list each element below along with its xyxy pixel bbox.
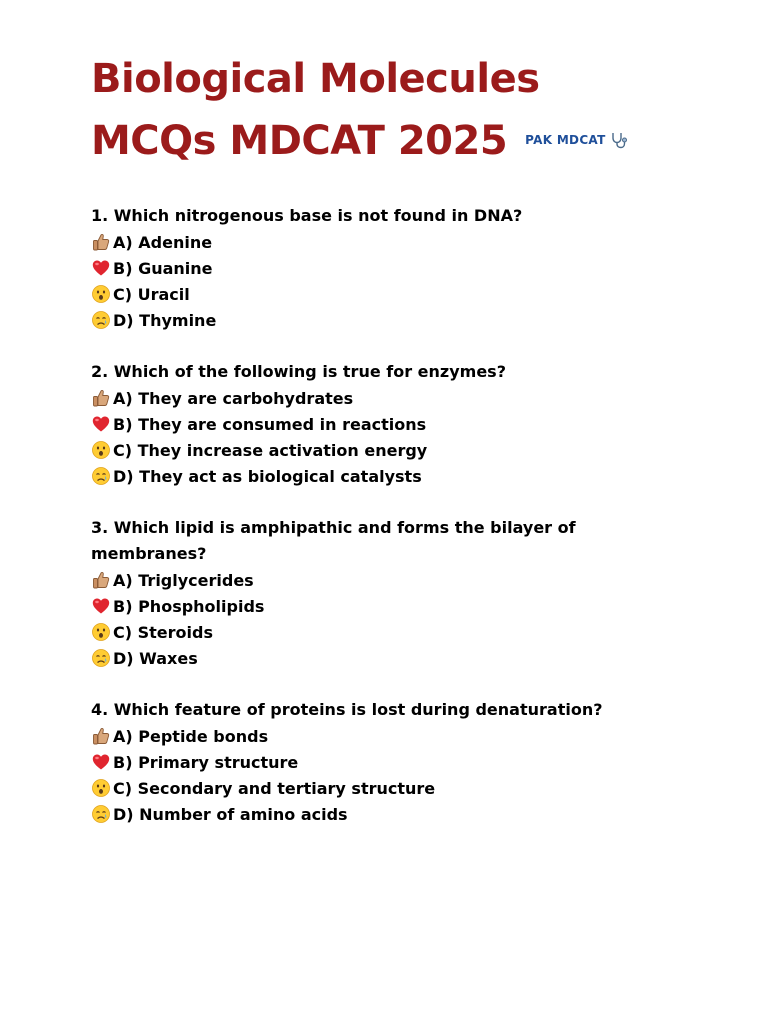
crying-face-icon [91, 466, 111, 486]
surprised-face-icon [91, 622, 111, 642]
option-d: D) Thymine [91, 307, 731, 333]
brand-name: PAK MDCAT [525, 133, 606, 147]
option-a: A) Triglycerides [91, 567, 731, 593]
thumbs-up-icon [91, 726, 111, 746]
page-title-text: MCQs MDCAT 2025 [91, 118, 508, 164]
surprised-face-icon [91, 284, 111, 304]
option-b: B) They are consumed in reactions [91, 411, 731, 437]
brand-badge [525, 109, 627, 171]
question-item [91, 697, 731, 827]
crying-face-icon [91, 648, 111, 668]
option-c: C) Steroids [91, 619, 731, 645]
thumbs-up-icon [91, 388, 111, 408]
question-item [91, 515, 731, 671]
thumbs-up-icon [91, 570, 111, 590]
red-heart-icon [91, 596, 111, 616]
question-item [91, 359, 731, 489]
red-heart-icon [91, 414, 111, 434]
option-c: C) Uracil [91, 281, 731, 307]
red-heart-icon [91, 258, 111, 278]
option-d: D) Waxes [91, 645, 731, 671]
question-text: 2. Which of the following is true for enzymes? [91, 362, 506, 381]
option-a: A) Peptide bonds [91, 723, 731, 749]
option-c: C) Secondary and tertiary structure [91, 775, 731, 801]
option-a: A) They are carbohydrates [91, 385, 731, 411]
red-heart-icon [91, 752, 111, 772]
question-list [91, 203, 731, 827]
option-b: B) Primary structure [91, 749, 731, 775]
question-item [91, 203, 731, 333]
crying-face-icon [91, 804, 111, 824]
surprised-face-icon [91, 778, 111, 798]
option-b: B) Guanine [91, 255, 731, 281]
thumbs-up-icon [91, 232, 111, 252]
option-b: B) Phospholipids [91, 593, 731, 619]
question-text: 1. Which nitrogenous base is not found in DNA? [91, 206, 523, 225]
option-c: C) They increase activation energy [91, 437, 731, 463]
option-d: D) Number of amino acids [91, 801, 731, 827]
crying-face-icon [91, 310, 111, 330]
document-page [91, 48, 731, 853]
option-a: A) Adenine [91, 229, 731, 255]
question-text: 4. Which feature of proteins is lost during denaturation? [91, 700, 603, 719]
question-text: 3. Which lipid is amphipathic and forms the bilayer of membranes? [91, 518, 576, 563]
surprised-face-icon [91, 440, 111, 460]
page-title-line-2 [91, 110, 731, 181]
stethoscope-icon [610, 131, 628, 149]
option-d: D) They act as biological catalysts [91, 463, 731, 489]
page-title-line-1: Biological Molecules [91, 56, 540, 102]
